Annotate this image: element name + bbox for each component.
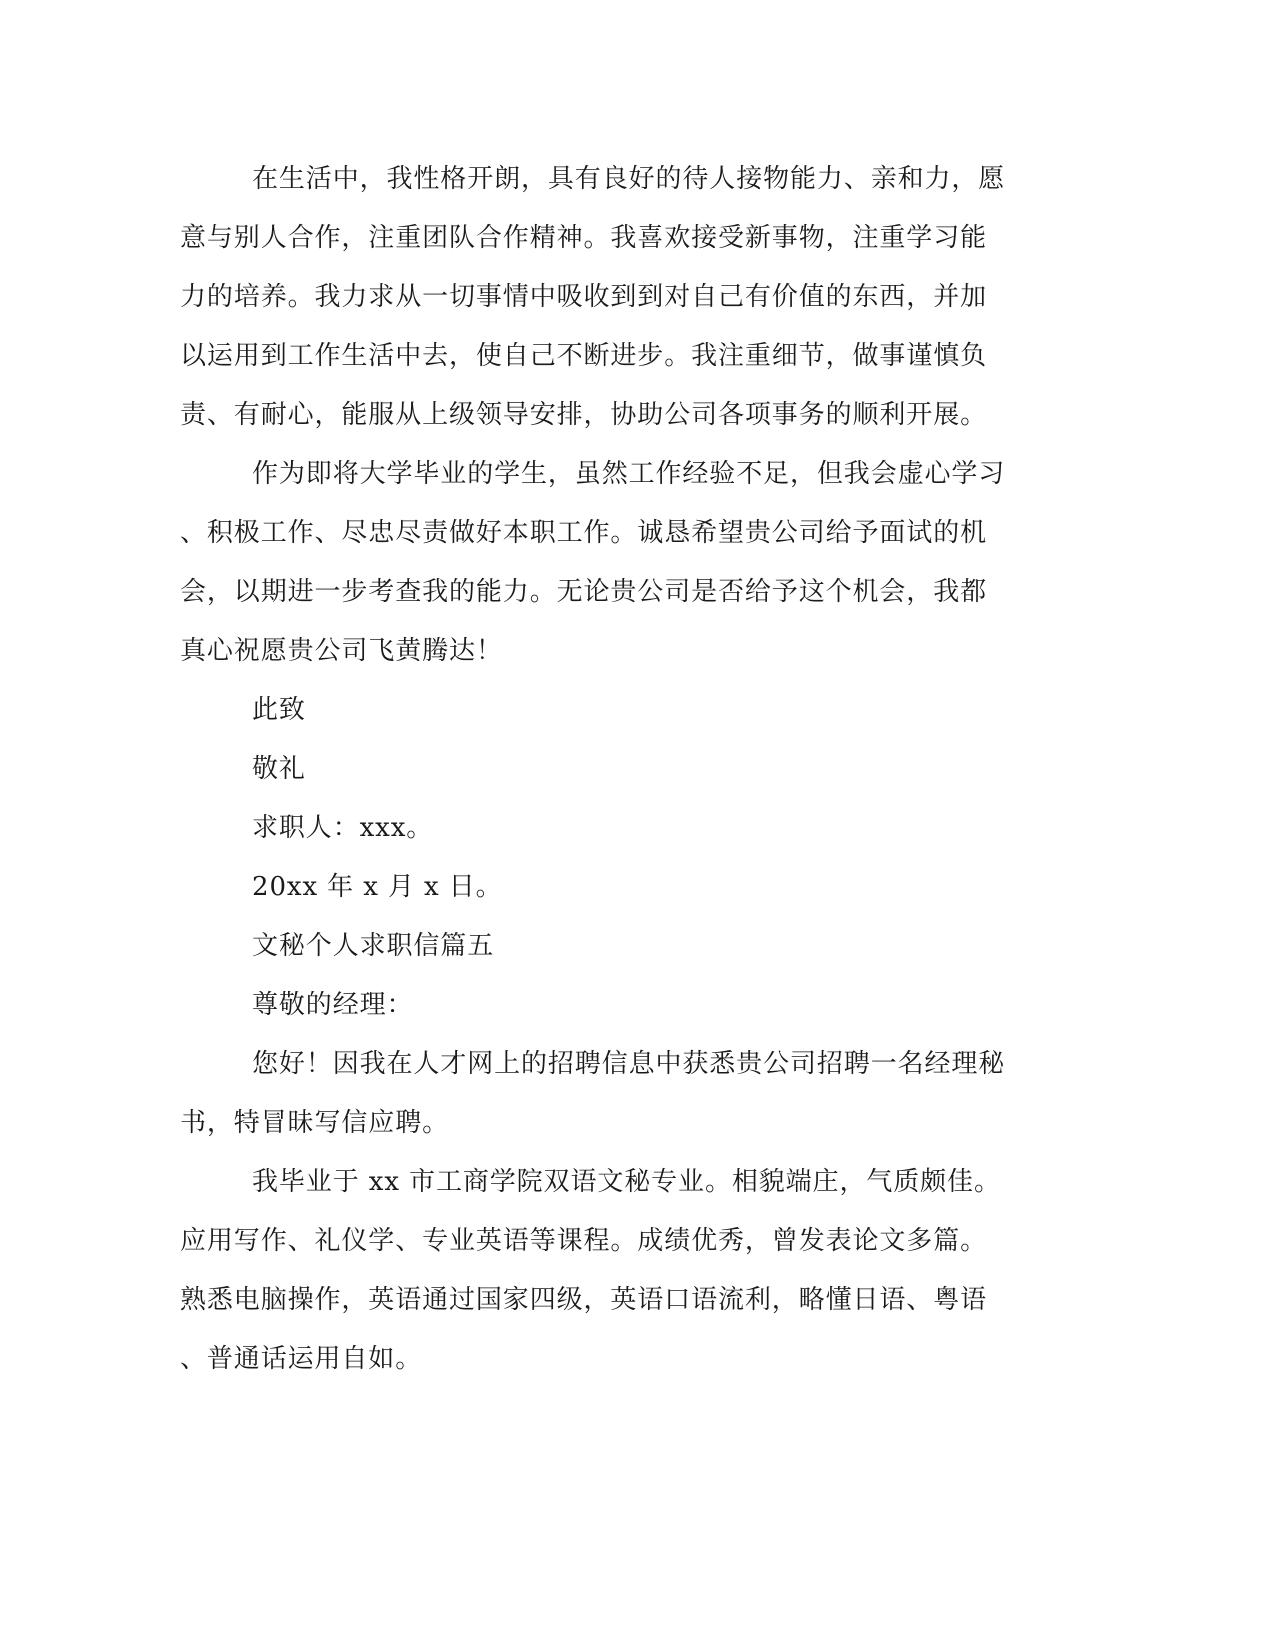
text-line: 责、有耐心，能服从上级领导安排，协助公司各项事务的顺利开展。 xyxy=(180,400,988,430)
text-line: 您好！因我在人才网上的招聘信息中获悉贵公司招聘一名经理秘 xyxy=(252,1049,1006,1079)
text-line: 作为即将大学毕业的学生，虽然工作经验不足，但我会虚心学习 xyxy=(252,459,1006,489)
text-line: 力的培养。我力求从一切事情中吸收到到对自己有价值的东西，并加 xyxy=(180,282,988,312)
closing-regards: 敬礼 xyxy=(252,754,306,784)
text-line: 、积极工作、尽忠尽责做好本职工作。诚恳希望贵公司给予面试的机 xyxy=(180,518,988,548)
text-line: 在生活中，我性格开朗，具有良好的待人接物能力、亲和力，愿 xyxy=(252,164,1006,194)
text-line: 熟悉电脑操作，英语通过国家四级，英语口语流利，略懂日语、粤语 xyxy=(180,1285,988,1315)
letter-date: 20xx 年 x 月 x 日。 xyxy=(252,872,503,902)
greeting: 尊敬的经理： xyxy=(252,990,414,1020)
text-line: 应用写作、礼仪学、专业英语等课程。成绩优秀，曾发表论文多篇。 xyxy=(180,1226,988,1256)
text-line: 会，以期进一步考查我的能力。无论贵公司是否给予这个机会，我都 xyxy=(180,577,988,607)
text-line: 我毕业于 xx 市工商学院双语文秘专业。相貌端庄，气质颇佳。 xyxy=(252,1167,1001,1197)
letter-body xyxy=(180,150,1030,1389)
text-line: 真心祝愿贵公司飞黄腾达！ xyxy=(180,636,503,666)
text-line: 、普通话运用自如。 xyxy=(180,1344,423,1374)
applicant-signature: 求职人：xxx。 xyxy=(252,813,434,843)
text-line: 书，特冒昧写信应聘。 xyxy=(180,1108,450,1138)
text-line: 以运用到工作生活中去，使自己不断进步。我注重细节，做事谨慎负 xyxy=(180,341,988,371)
text-line: 意与别人合作，注重团队合作精神。我喜欢接受新事物，注重学习能 xyxy=(180,223,988,253)
section-title: 文秘个人求职信篇五 xyxy=(252,931,495,961)
closing-salutation: 此致 xyxy=(252,695,306,725)
